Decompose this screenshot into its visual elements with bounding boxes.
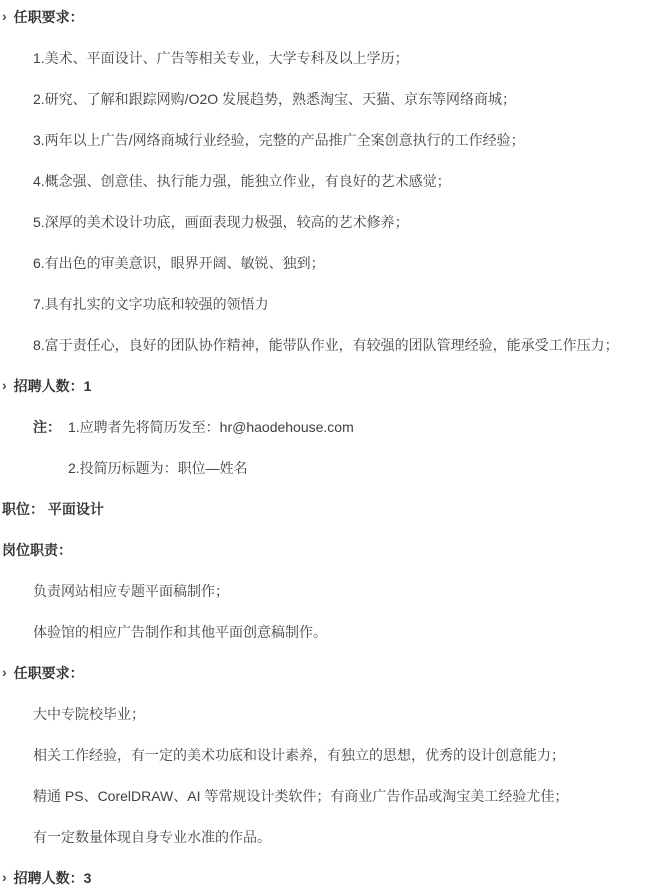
- requirement-item-3: 3.两年以上广告/网络商城行业经验，完整的产品推广全案创意执行的工作经验；: [33, 132, 525, 148]
- headcount-label: 招聘人数：1: [13, 378, 92, 394]
- chevron-right-icon: ›: [2, 664, 7, 680]
- section-header-headcount-1: [0, 377, 670, 418]
- chevron-right-icon: ›: [2, 8, 7, 24]
- note-line-1: [0, 418, 670, 459]
- chevron-right-icon: ›: [2, 869, 7, 885]
- note-line-2: 2.投简历标题为：职位—姓名: [68, 460, 248, 476]
- duty-item-2: 体验馆的相应广告制作和其他平面创意稿制作。: [33, 624, 327, 640]
- requirement2-item-3: 精通 PS、CorelDRAW、AI 等常规设计类软件；有商业广告作品或淘宝美工经验尤佳；: [33, 788, 569, 804]
- chevron-right-icon: ›: [2, 377, 7, 393]
- requirement-item-8: 8.富于责任心，良好的团队协作精神，能带队作业，有较强的团队管理经验，能承受工作压力；: [33, 337, 619, 353]
- requirement-item-2: 2.研究、了解和跟踪网购/O2O 发展趋势，熟悉淘宝、天猫、京东等网络商城；: [33, 91, 517, 107]
- note-label: 注：: [33, 419, 61, 435]
- requirement-item-1: 1.美术、平面设计、广告等相关专业，大学专科及以上学历；: [33, 50, 409, 66]
- section-header-headcount-2: [0, 869, 670, 889]
- duty-item-1: 负责网站相应专题平面稿制作；: [33, 583, 229, 599]
- requirement2-item-1: 大中专院校毕业；: [33, 706, 145, 722]
- section-header-requirements-1: [0, 8, 670, 49]
- section-header-label: 任职要求：: [13, 9, 84, 25]
- requirement2-item-4: 有一定数量体现自身专业水准的作品。: [33, 829, 271, 845]
- requirement-item-7: 7.具有扎实的文字功底和较强的领悟力: [33, 296, 269, 312]
- requirement-item-6: 6.有出色的审美意识，眼界开阔、敏锐、独到；: [33, 255, 325, 271]
- requirement-item-4: 4.概念强、创意佳、执行能力强，能独立作业，有良好的艺术感觉；: [33, 173, 451, 189]
- note-text-email: 1.应聘者先将简历发至：hr@haodehouse.com: [68, 419, 354, 435]
- section-header-requirements-2: [0, 664, 670, 705]
- section-header-label: 任职要求：: [13, 665, 84, 681]
- requirement2-item-2: 相关工作经验，有一定的美术功底和设计素养，有独立的思想，优秀的设计创意能力；: [33, 747, 565, 763]
- headcount-label: 招聘人数：3: [13, 870, 92, 886]
- section-header-duties: 岗位职责：: [2, 542, 72, 558]
- requirement-item-5: 5.深厚的美术设计功底，画面表现力极强，较高的艺术修养；: [33, 214, 409, 230]
- position-title: 职位： 平面设计: [2, 501, 104, 517]
